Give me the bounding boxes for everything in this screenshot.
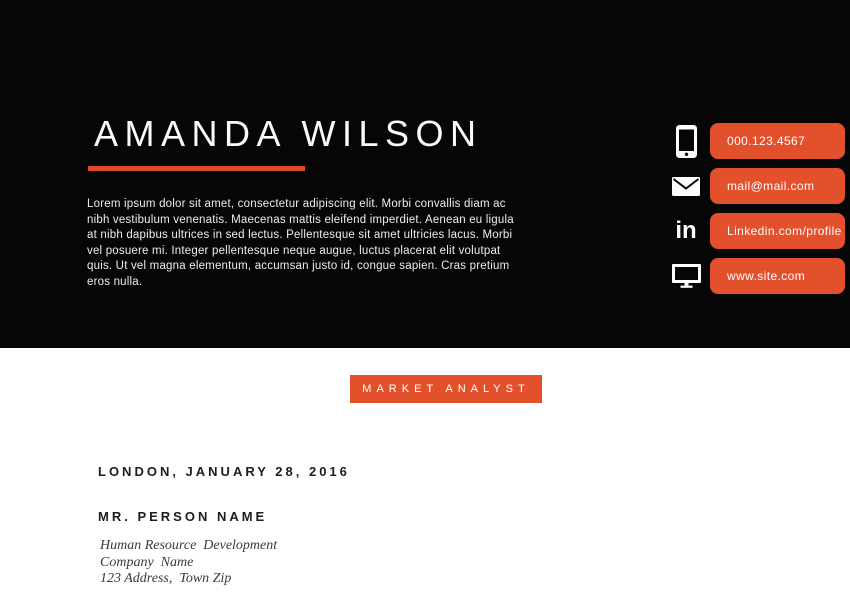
name-underline: [88, 166, 305, 171]
website-value: www.site.com: [727, 269, 806, 283]
address-line-street: 123 Address, Town Zip: [100, 571, 232, 587]
linkedin-value: Linkedin.com/profile: [727, 224, 842, 238]
person-name: AMANDA WILSON: [94, 113, 483, 154]
linkedin-button[interactable]: [710, 213, 845, 249]
linkedin-glyph: in: [675, 217, 697, 244]
envelope-icon: [666, 168, 706, 204]
contact-row-website: [660, 258, 850, 294]
contact-row-phone: [660, 123, 850, 159]
recipient-address: [100, 538, 277, 588]
job-title-badge: [350, 375, 542, 403]
intro-paragraph: Lorem ipsum dolor sit amet, consectetur adipiscing elit. Morbi convallis diam ac nibh vestibulum venenatis. Maecenas mattis eleifend imperdiet. Aenean eu ligula at nibh dapibus ultrices in sed lectus. Pellentesque sit amet ultricies lacus. Morbi vel posuere mi. Integer pellentesque neque augue, luctus placerat elit volutpat quis. Ut vel magna elementum, accumsan justo id, congue sapien. Cras pretium eros nulla.: [87, 198, 514, 288]
website-button[interactable]: [710, 258, 845, 294]
address-line-company: Company Name: [100, 554, 194, 570]
smartphone-icon: [666, 123, 706, 159]
date-line: LONDON, JANUARY 28, 2016: [98, 464, 350, 479]
phone-button[interactable]: [710, 123, 845, 159]
email-button[interactable]: [710, 168, 845, 204]
linkedin-icon: [666, 213, 706, 249]
monitor-icon: [666, 258, 706, 294]
job-title-label: MARKET ANALYST: [362, 383, 530, 395]
recipient-name: MR. PERSON NAME: [98, 509, 268, 524]
email-value: mail@mail.com: [727, 179, 815, 193]
phone-value: 000.123.4567: [727, 134, 806, 148]
contact-row-linkedin: [660, 213, 850, 249]
contact-row-email: [660, 168, 850, 204]
address-line-department: Human Resource Development: [100, 538, 278, 553]
